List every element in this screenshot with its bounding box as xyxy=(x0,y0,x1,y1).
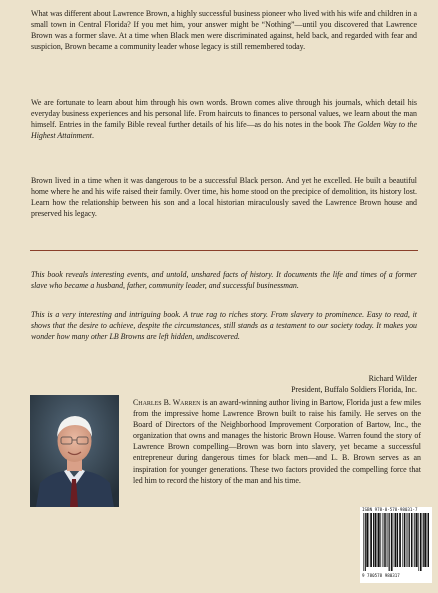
barcode-bar xyxy=(411,513,412,567)
quote-text: This is a very interesting and intriguing book. A true rag to riches story. From slavery to prominence. Easy to read, it shows that the desire to achieve, despite the circumstances, still stands as a testament to our society today. It makes you wonder how many other LB Browns are left hidden, undiscovered. xyxy=(31,310,417,342)
book-title-suffix: . xyxy=(92,131,94,141)
author-portrait-image xyxy=(30,395,119,507)
barcode-bar xyxy=(414,513,415,567)
barcode-bar xyxy=(370,513,372,567)
barcode-bar xyxy=(407,513,408,567)
barcode-bar xyxy=(388,513,389,567)
barcode-bar xyxy=(427,513,428,567)
book-title-reference: The Golden Way to the Highest Attainment xyxy=(31,120,417,141)
testimonial-quote-1 xyxy=(31,269,417,291)
author-bio xyxy=(133,397,421,486)
description-paragraph-2 xyxy=(31,97,417,141)
barcode-bar xyxy=(409,513,410,567)
isbn-label: ISBN 978-0-578-98031-7 xyxy=(362,507,418,512)
barcode-bar xyxy=(402,513,403,567)
barcode-bars xyxy=(363,513,429,571)
barcode-bar xyxy=(373,513,374,567)
author-name: Charles B. Warren xyxy=(133,398,201,407)
paragraph-text: We are fortunate to learn about him through his own words. Brown comes alive through his journals, which detail his everyday business experiences and his personal life. From haircuts to finances to personal values, we learn about the man himself. Entries in the family Bible reveal further details of his life—as do his notes in the book xyxy=(31,98,417,130)
barcode-bar xyxy=(385,513,386,567)
author-photo xyxy=(30,395,119,507)
barcode-bar xyxy=(418,513,419,571)
testimonial-quote-2 xyxy=(31,309,417,342)
section-divider xyxy=(30,250,418,251)
barcode-bar xyxy=(378,513,380,567)
isbn-barcode xyxy=(360,507,432,583)
description-paragraph-3 xyxy=(31,175,417,219)
barcode-bar xyxy=(391,513,393,571)
paragraph-text: What was different about Lawrence Brown, a highly successful business pioneer who lived with his wife and children in a small town in Central Florida? If you met him, your answer might be “Nothing”—until you discovered that Lawrence Brown was a former slave. At a time when Black men were discriminated against, held back, and regarded with fear and suspicion, Brown became a community leader whose legacy is still remembered today. xyxy=(31,9,417,52)
paragraph-text: Brown lived in a time when it was dangerous to be a successful Black person. And yet he excelled. He built a beautiful home where he and his wife raised their family. Over time, his home stood on the precipice of demolition, its history lost. Learn how the relationship between his son and a local historian miraculously saved the Lawrence Brown house and preserved his legacy. xyxy=(31,176,417,219)
barcode-bar xyxy=(395,513,397,567)
barcode-bar xyxy=(416,513,418,567)
barcode-bar xyxy=(366,513,368,567)
barcode-bar xyxy=(394,513,395,567)
barcode-bar xyxy=(420,513,422,571)
barcode-bar xyxy=(363,513,364,571)
barcode-bar xyxy=(380,513,381,567)
barcode-bar xyxy=(413,513,414,567)
barcode-bar xyxy=(365,513,366,571)
author-bio-text: is an award-winning author living in Bartow, Florida just a few miles from the impressive home Lawrence Brown built to raise his family. He serves on the Board of Directors of the Neighborhood Improvement Corporation of Bartow, Inc., the organization that owns and manages the historic Brown House. Warren found the story of Lawrence Brown compelling—Brown was born into slavery, yet became a successful entrepreneur during dangerous times for black men—and L. B. Brown serves as an inspiration for younger generations. These two factors provided the compelling force that led him to record the history of the man and his time. xyxy=(133,398,421,485)
barcode-bar xyxy=(389,513,390,571)
barcode-bar xyxy=(423,513,424,567)
barcode-number: 9 780578 980317 xyxy=(362,573,400,578)
barcode-bar xyxy=(404,513,406,567)
barcode-bar xyxy=(382,513,383,567)
barcode-bar xyxy=(428,513,429,567)
signature-title: President, Buffalo Soldiers Florida, Inc. xyxy=(291,385,417,395)
description-paragraph-1 xyxy=(31,8,417,52)
barcode-bar xyxy=(377,513,378,567)
testimonial-signature xyxy=(291,373,417,395)
signature-name: Richard Wilder xyxy=(368,374,417,383)
barcode-bar xyxy=(375,513,377,567)
barcode-bar xyxy=(399,513,401,567)
barcode-bar xyxy=(424,513,426,567)
barcode-bar xyxy=(384,513,385,567)
quote-text: This book reveals interesting events, and untold, unshared facts of history. It documents the life and times of a former slave who became a husband, father, community leader, and successful businessman. xyxy=(31,270,417,291)
barcode-bar xyxy=(369,513,370,567)
barcode-bar xyxy=(408,513,409,567)
barcode-bar xyxy=(397,513,398,567)
